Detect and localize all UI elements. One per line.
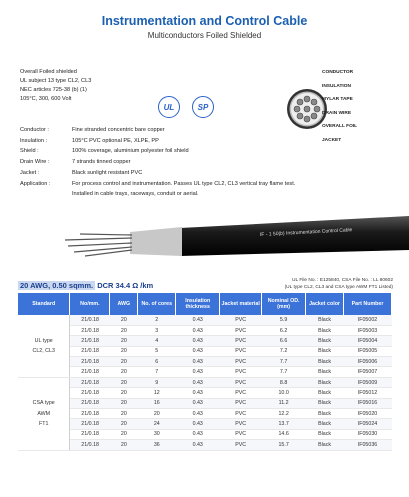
table-cell: IF05030: [344, 429, 392, 439]
table-cell: Black: [306, 409, 344, 419]
spec-row: [20, 157, 295, 168]
table-row: [18, 315, 392, 325]
table-cell: PVC: [220, 377, 262, 387]
table-cell: PVC: [220, 357, 262, 367]
cross-section-labels: [322, 66, 357, 147]
standard-line: AWM: [37, 410, 51, 417]
cert-line: Overall Foiled shielded: [20, 69, 77, 75]
table-cell: IF05024: [344, 419, 392, 429]
table-cell: 20: [110, 336, 138, 346]
table-cell: PVC: [220, 367, 262, 377]
table-cell: Black: [306, 377, 344, 387]
certifications: [20, 68, 91, 104]
table-cell: PVC: [220, 409, 262, 419]
table-cell: 20: [110, 419, 138, 429]
table-cell: 0.43: [176, 336, 220, 346]
table-cell: 21/0.18: [70, 325, 110, 335]
table-cell: 14.6: [262, 429, 306, 439]
table-cell: 21/0.18: [70, 388, 110, 398]
cert-line: 105°C, 300, 600 Volt: [20, 96, 72, 102]
table-cell: 7.2: [262, 346, 306, 356]
table-cell: 20: [110, 315, 138, 325]
table-cell: 5.9: [262, 315, 306, 325]
col-od: Nominal OD.(mm): [262, 293, 306, 315]
label-conductor: CONDUCTOR: [322, 70, 354, 75]
table-cell: 21/0.18: [70, 346, 110, 356]
table-cell: 21/0.18: [70, 398, 110, 408]
col-no-mm: No/mm.: [70, 293, 110, 315]
table-cell: 21/0.18: [70, 409, 110, 419]
table-cell: 20: [110, 357, 138, 367]
table-cell: Black: [306, 367, 344, 377]
table-cell: IF05009: [344, 377, 392, 387]
spec-row: [20, 136, 295, 147]
table-cell: 0.43: [176, 409, 220, 419]
table-cell: PVC: [220, 419, 262, 429]
table-cell: 36: [138, 440, 176, 450]
table-cell: IF05020: [344, 409, 392, 419]
spec-value: 105°C PVC optional PE, XLPE, PP: [72, 137, 159, 144]
table-cell: 6.2: [262, 325, 306, 335]
table-cell: Black: [306, 336, 344, 346]
table-cell: 20: [110, 367, 138, 377]
table-cell: PVC: [220, 325, 262, 335]
spec-value: Fine stranded concentric bare copper: [72, 127, 165, 133]
csa-logo: SP: [192, 96, 214, 118]
col-jacket-color: Jacket color: [306, 293, 344, 315]
table-cell: 0.43: [176, 419, 220, 429]
table-cell: 20: [110, 429, 138, 439]
spec-key: [20, 189, 72, 200]
spec-row: [20, 189, 295, 200]
col-cores: No. of cores: [138, 293, 176, 315]
table-cell: 11.2: [262, 398, 306, 408]
table-cell: 6: [138, 357, 176, 367]
standard-line: CL2, CL3: [32, 347, 55, 354]
label-insulation: INSULATION: [322, 83, 351, 89]
table-cell: Black: [306, 440, 344, 450]
col-awg: AWG: [110, 293, 138, 315]
table-cell: 10.0: [262, 388, 306, 398]
spec-key: Application :: [20, 180, 51, 187]
table-cell: 24: [138, 419, 176, 429]
table-cell: 9: [138, 377, 176, 387]
table-cell: 0.43: [176, 367, 220, 377]
table-cell: 16: [138, 398, 176, 408]
table-cell: 8.8: [262, 377, 306, 387]
table-cell: 20: [138, 409, 176, 419]
awg-heading: [18, 280, 226, 292]
table-row: [18, 440, 392, 450]
table-cell: 20: [110, 346, 138, 356]
table-cell: 4: [138, 336, 176, 346]
spec-value: 7 strands tinned copper: [72, 159, 131, 166]
table-cell: 0.43: [176, 440, 220, 450]
table-cell: 20: [110, 409, 138, 419]
table-cell: 21/0.18: [70, 419, 110, 429]
spec-value: For process control and instrumentation. Passes UL type CL2, CL3 vertical tray flame test.: [72, 180, 296, 187]
table-cell: 0.43: [176, 398, 220, 408]
spec-row: [20, 125, 295, 136]
listing-line: (UL type CL2, CL3 and CSA type AWM FT1 Listed): [284, 284, 393, 290]
awg-size: 20 AWG, 0.50 sqmm.: [20, 281, 94, 290]
table-cell: Black: [306, 346, 344, 356]
standard-ul-cell: [18, 315, 70, 377]
table-cell: 7.7: [262, 367, 306, 377]
table-row: [18, 336, 392, 346]
table-cell: 20: [110, 325, 138, 335]
table-cell: 20: [110, 388, 138, 398]
table-cell: IF05007: [344, 367, 392, 377]
table-cell: 7: [138, 367, 176, 377]
spec-value: 100% coverage, aluminium polyester foil shield: [72, 148, 189, 155]
table-cell: IF05016: [344, 398, 392, 408]
spec-key: Insulation :: [20, 137, 48, 144]
table-cell: 3: [138, 325, 176, 335]
standard-line: UL type: [34, 337, 53, 344]
table-cell: Black: [306, 315, 344, 325]
page-subtitle: Multiconductors Foiled Shielded: [147, 31, 262, 40]
ul-logo: UL: [158, 96, 180, 118]
table-cell: 21/0.18: [70, 367, 110, 377]
table-cell: 6.6: [262, 336, 306, 346]
spec-key: Shield :: [20, 148, 39, 155]
table-row: [18, 346, 392, 356]
table-row: [18, 388, 392, 398]
table-row: [18, 419, 392, 429]
table-cell: PVC: [220, 398, 262, 408]
table-row: [18, 367, 392, 377]
spec-key: Jacket :: [20, 169, 40, 176]
table-row: [18, 357, 392, 367]
table-cell: 7.7: [262, 357, 306, 367]
col-jacket-material: Jacket material: [220, 293, 262, 315]
cable-product-illustration: [60, 210, 409, 270]
table-cell: IF05005: [344, 346, 392, 356]
table-cell: PVC: [220, 346, 262, 356]
table-cell: 21/0.18: [70, 429, 110, 439]
table-cell: 21/0.18: [70, 357, 110, 367]
standard-csa-cell: [18, 377, 70, 450]
table-row: [18, 429, 392, 439]
col-part-number: Part Number: [344, 293, 392, 315]
table-cell: 21/0.18: [70, 315, 110, 325]
table-cell: 0.43: [176, 377, 220, 387]
table-cell: Black: [306, 357, 344, 367]
table-cell: Black: [306, 398, 344, 408]
table-row: [18, 398, 392, 408]
standard-line: CSA type: [32, 400, 55, 407]
listing-line: UL File No. : E125840, CSA File No. : LL 80602: [292, 278, 393, 283]
col-insulation: Insulation thickness: [176, 293, 220, 315]
table-cell: Black: [306, 419, 344, 429]
table-cell: 20: [110, 440, 138, 450]
table-cell: IF05012: [344, 388, 392, 398]
table-cell: IF05003: [344, 325, 392, 335]
spec-value: Black sunlight resistant PVC: [72, 169, 143, 176]
table-row: [18, 325, 392, 335]
table-cell: IF05006: [344, 357, 392, 367]
table-cell: IF05004: [344, 336, 392, 346]
col-standard: Standard: [18, 293, 70, 315]
table-cell: 0.43: [176, 388, 220, 398]
label-jacket: JACKET: [322, 137, 342, 143]
table-cell: 0.43: [176, 357, 220, 367]
cert-line: NEC articles 725-38 (b) (1): [20, 87, 87, 93]
table-cell: IF05036: [344, 440, 392, 450]
table-cell: PVC: [220, 388, 262, 398]
table-cell: 5: [138, 346, 176, 356]
table-header-row: [18, 293, 392, 315]
table-cell: Black: [306, 429, 344, 439]
table-cell: PVC: [220, 315, 262, 325]
table-cell: 2: [138, 315, 176, 325]
specifications: [20, 125, 295, 200]
spec-row: [20, 168, 295, 179]
table-cell: 12.2: [262, 409, 306, 419]
cable-spec-table: [18, 293, 392, 451]
table-row: [18, 409, 392, 419]
table-cell: 30: [138, 429, 176, 439]
table-cell: Black: [306, 325, 344, 335]
table-cell: 21/0.18: [70, 440, 110, 450]
label-mylar-tape: MYLAR TAPE: [322, 97, 353, 102]
spec-key: Drain Wire :: [20, 159, 50, 166]
cert-line: UL subject 13 type CL2, CL3: [20, 78, 92, 84]
listing-info: [285, 278, 393, 291]
table-cell: 15.7: [262, 440, 306, 450]
table-cell: 20: [110, 377, 138, 387]
label-drain-wire: DRAIN WIRE: [322, 110, 352, 116]
spec-row: [20, 179, 295, 190]
table-cell: 0.43: [176, 315, 220, 325]
table-cell: 0.43: [176, 325, 220, 335]
table-cell: IF05002: [344, 315, 392, 325]
table-cell: 20: [110, 398, 138, 408]
cert-logos: [158, 96, 214, 118]
table-row: [18, 377, 392, 387]
table-cell: Black: [306, 388, 344, 398]
spec-key: Conductor :: [20, 127, 49, 133]
table-cell: 12: [138, 388, 176, 398]
table-cell: 0.43: [176, 429, 220, 439]
table-cell: 21/0.18: [70, 336, 110, 346]
table-cell: PVC: [220, 336, 262, 346]
spec-row: [20, 146, 295, 157]
table-cell: 0.43: [176, 346, 220, 356]
table-cell: 13.7: [262, 419, 306, 429]
table-cell: PVC: [220, 440, 262, 450]
table-cell: PVC: [220, 429, 262, 439]
spec-value: Installed in cable trays, raceways, conduit or aerial.: [72, 191, 199, 198]
label-overall-foil: OVERALL FOIL: [322, 124, 358, 129]
page-title: Instrumentation and Control Cable: [101, 14, 308, 28]
table-cell: 21/0.18: [70, 377, 110, 387]
awg-dcr: DCR 34.4 Ω /km: [97, 281, 154, 290]
standard-line: FT1: [39, 420, 49, 427]
cable-print-text: IF - 1 50(b) Instrumentation Control Cable: [259, 227, 353, 238]
